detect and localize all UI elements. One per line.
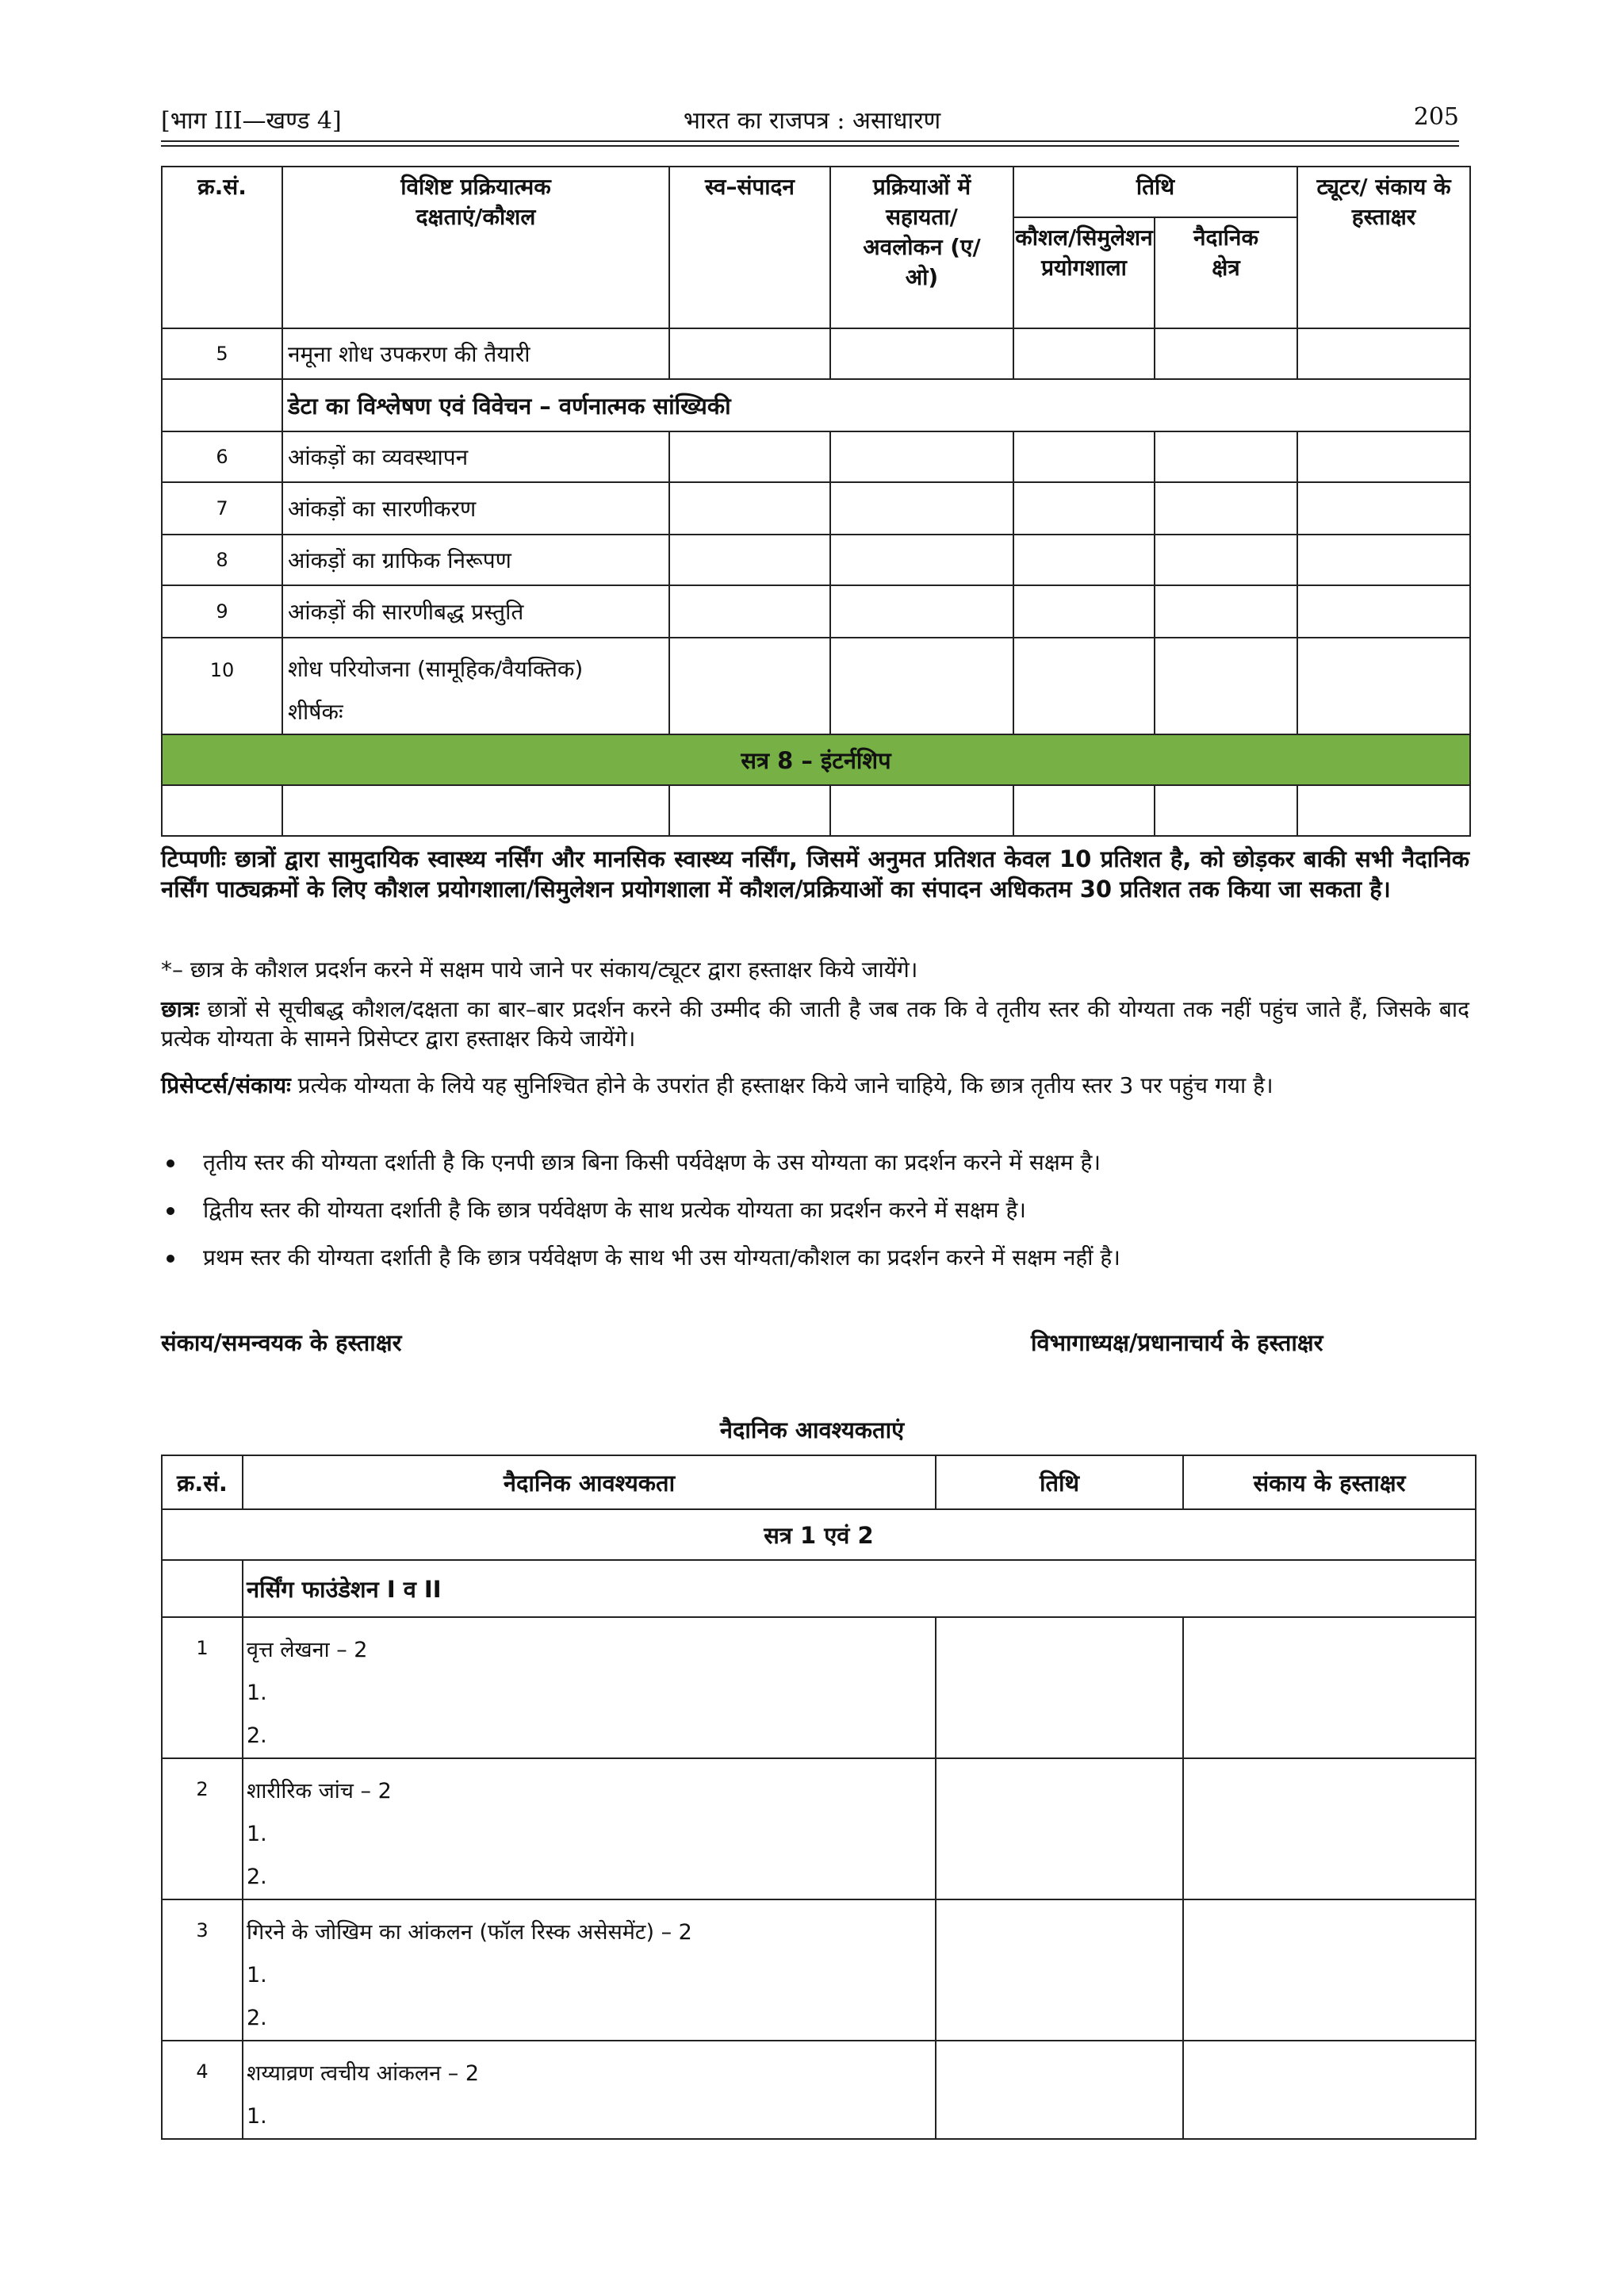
- row-item: 2.: [247, 1865, 267, 1889]
- row-skill: शोध परियोजना (सामूहिक/वैयक्तिक): [288, 656, 584, 682]
- header-rule: [161, 145, 1459, 147]
- table-row: [162, 1899, 1476, 2041]
- table-row: [162, 785, 1470, 836]
- row-skill: नमूना शोध उपकरण की तैयारी: [282, 328, 669, 379]
- clinical-requirements-table: [161, 1455, 1477, 2140]
- table-row: [162, 431, 1470, 482]
- row-skill: आंकड़ों का सारणीकरण: [282, 482, 669, 535]
- col-header-sn: क्र.सं.: [162, 167, 282, 328]
- row-skill: आंकड़ों की सारणीबद्ध प्रस्तुति: [282, 585, 669, 638]
- bullet-text: प्रथम स्तर की योग्यता दर्शाती है कि छात्र पर्यवेक्षण के साथ भी उस योग्यता/कौशल का प्रदर्शन करने में सक्षम नहीं है।: [203, 1244, 1120, 1271]
- skills-table: [161, 166, 1471, 837]
- table-row: [162, 535, 1470, 585]
- note-students-text: छात्रों से सूचीबद्ध कौशल/दक्षता का बार–बार प्रदर्शन करने की उम्मीद की जाती है जब तक कि वे तृतीय स्तर की योग्यता तक नहीं पहुंच जाते हैं, जिसके बाद प्रत्येक योग्यता के सामने प्रिसेप्टर द्वारा हस्ताक्षर किये जायेंगे।: [161, 996, 1469, 1052]
- col-header-date: तिथि: [936, 1455, 1183, 1509]
- row-sn: 2: [162, 1758, 243, 1899]
- col-header-sign: संकाय के हस्ताक्षर: [1183, 1455, 1476, 1509]
- row-item: 1.: [247, 1681, 267, 1705]
- col-header-sn: क्र.सं.: [162, 1455, 243, 1509]
- list-item: [167, 1242, 1120, 1272]
- col-header-requirement: नैदानिक आवश्यकता: [243, 1455, 936, 1509]
- session-heading: सत्र 1 एवं 2: [162, 1509, 1476, 1560]
- course-heading: नर्सिंग फाउंडेशन I व II: [243, 1560, 1476, 1617]
- row-title: शारीरिक जांच – 2: [247, 1779, 392, 1803]
- bullet-icon: [167, 1255, 174, 1263]
- section-heading: डेटा का विश्लेषण एवं विवेचन – वर्णनात्मक सांख्यिकी: [282, 379, 1470, 431]
- bullet-icon: [167, 1207, 174, 1215]
- col-header-date-clinic: नैदानिक क्षेत्र: [1155, 217, 1297, 328]
- row-title: गिरने के जोखिम का आंकलन (फॉल रिस्क असेसमेंट) – 2: [247, 1920, 692, 1945]
- row-sn: 1: [162, 1617, 243, 1758]
- table-row: [162, 482, 1470, 535]
- note-preceptor-label: प्रिसेप्टर्स/संकायः: [161, 1072, 291, 1098]
- row-title: वृत्त लेखना – 2: [247, 1638, 368, 1662]
- note-students-label: छात्रः: [161, 996, 199, 1022]
- bullet-text: तृतीय स्तर की योग्यता दर्शाती है कि एनपी छात्र बिना किसी पर्यवेक्षण के उस योग्यता का प्रदर्शन करने में सक्षम है।: [203, 1149, 1101, 1175]
- row-skill: आंकड़ों का व्यवस्थापन: [282, 431, 669, 482]
- header-rule: [161, 140, 1459, 142]
- row-sn: 9: [162, 585, 282, 638]
- table-row: [162, 328, 1470, 379]
- bullet-icon: [167, 1159, 174, 1167]
- col-header-date: तिथि: [1013, 167, 1297, 217]
- col-header-self: स्व–संपादन: [669, 167, 830, 328]
- col-header-sign: ट्यूटर/ संकाय के हस्ताक्षर: [1297, 167, 1470, 328]
- note-main: टिप्पणीः छात्रों द्वारा सामुदायिक स्वास्थ्य नर्सिंग और मानसिक स्वास्थ्य नर्सिंग, जिसमें अनुमत प्रतिशत केवल 10 प्रतिशत है, को छोड़कर बाकी सभी नैदानिक नर्सिंग पाठ्यक्रमों के लिए कौशल प्रयोगशाला/सिमुलेशन प्रयोगशाला में कौशल/प्रक्रियाओं का संपादन अधिकतम 30 प्रतिशत तक किया जा सकता है।: [161, 845, 1469, 903]
- row-sn: 10: [162, 638, 282, 734]
- internship-session-banner: सत्र 8 – इंटर्नशिप: [162, 734, 1470, 785]
- row-skill-subtitle: शीर्षकः: [288, 699, 343, 725]
- list-item: [167, 1147, 1101, 1177]
- table-row: [162, 638, 1470, 734]
- list-item: [167, 1194, 1026, 1225]
- row-item: 2.: [247, 1723, 267, 1748]
- col-header-assist: प्रक्रियाओं में सहायता/अवलोकन (ए/ओ): [830, 167, 1013, 328]
- row-sn: 3: [162, 1899, 243, 2041]
- hod-signature-label: विभागाध्यक्ष/प्रधानाचार्य के हस्ताक्षर: [1031, 1329, 1323, 1356]
- col-header-date-lab: कौशल/सिमुलेशन प्रयोगशाला: [1013, 217, 1155, 328]
- row-sn: 6: [162, 431, 282, 482]
- table-row: [162, 2041, 1476, 2139]
- gazette-part-label: [भाग III—खण्ड 4]: [161, 107, 342, 135]
- note-preceptor-text: प्रत्येक योग्यता के लिये यह सुनिश्चित होने के उपरांत ही हस्ताक्षर किये जाने चाहिये, कि छात्र तृतीय स्तर 3 पर पहुंच गया है।: [290, 1072, 1274, 1098]
- page-number: 205: [1413, 103, 1459, 131]
- row-item: 1.: [247, 1963, 267, 1987]
- gazette-title: भारत का राजपत्र : असाधारण: [683, 107, 941, 135]
- row-sn: 4: [162, 2041, 243, 2139]
- note-star: *– छात्र के कौशल प्रदर्शन करने में सक्षम पाये जाने पर संकाय/ट्यूटर द्वारा हस्ताक्षर किये जायेंगे।: [161, 956, 918, 983]
- clinical-table-title: नैदानिक आवश्यकताएं: [719, 1416, 905, 1443]
- row-skill: आंकड़ों का ग्राफिक निरूपण: [282, 535, 669, 585]
- table-row: [162, 585, 1470, 638]
- row-item: 1.: [247, 2104, 267, 2129]
- note-students: [161, 995, 1469, 1053]
- col-header-skill: विशिष्ट प्रक्रियात्मक दक्षताएं/कौशल: [282, 167, 669, 328]
- table-row: [162, 1617, 1476, 1758]
- row-sn: 5: [162, 328, 282, 379]
- row-item: 2.: [247, 2006, 267, 2030]
- note-preceptor: [161, 1071, 1469, 1100]
- table-row: [162, 1758, 1476, 1899]
- row-sn: 8: [162, 535, 282, 585]
- row-sn: 7: [162, 482, 282, 535]
- row-item: 1.: [247, 1822, 267, 1846]
- faculty-signature-label: संकाय/समन्वयक के हस्ताक्षर: [161, 1329, 402, 1356]
- bullet-text: द्वितीय स्तर की योग्यता दर्शाती है कि छात्र पर्यवेक्षण के साथ प्रत्येक योग्यता का प्रदर्शन करने में सक्षम है।: [203, 1197, 1027, 1223]
- row-title: शय्याव्रण त्वचीय आंकलन – 2: [247, 2061, 479, 2086]
